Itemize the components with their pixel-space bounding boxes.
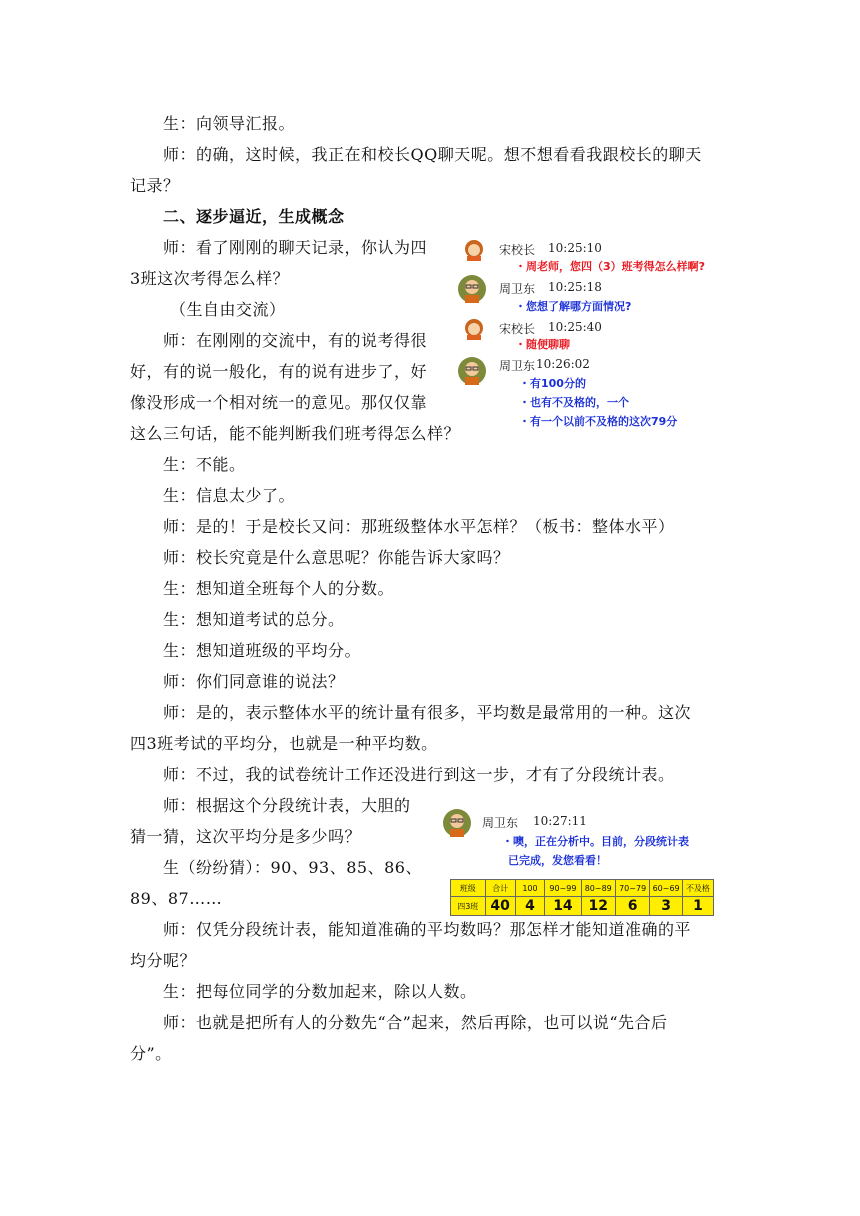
text-line: 分”。 [130, 1044, 172, 1063]
chat-message: ・也有不及格的，一个 [519, 396, 629, 409]
male-avatar-icon [457, 274, 487, 304]
table-cell: 四3班 [451, 897, 486, 916]
table-cell: 12 [581, 897, 615, 916]
chat-time: 10:26:02 [536, 357, 590, 371]
text-line: 师：校长究竟是什么意思呢？你能告诉大家吗？ [163, 548, 510, 567]
chat-time: 10:25:10 [548, 241, 602, 255]
table-header-cell: 不及格 [682, 880, 713, 897]
chat-sender: 周卫东 [499, 359, 536, 373]
section-heading: 二、逐步逼近，生成概念 [163, 207, 345, 226]
text-line: 师：根据这个分段统计表，大胆的 [163, 796, 411, 815]
text-line: 生：想知道班级的平均分。 [163, 641, 362, 660]
text-line: 师：不过，我的试卷统计工作还没进行到这一步，才有了分段统计表。 [163, 765, 675, 784]
chat-sender: 周卫东 [499, 282, 536, 296]
text-line: 生：向领导汇报。 [163, 114, 296, 133]
table-header-cell: 70~79 [615, 880, 649, 897]
text-line: 师：在刚刚的交流中，有的说考得很 [163, 331, 428, 350]
chat-time: 10:25:18 [548, 280, 602, 294]
text-line: （生自由交流） [170, 300, 286, 319]
chat-message: ・有100分的 [519, 377, 586, 390]
female-avatar-icon [463, 318, 485, 340]
text-line: 生：不能。 [163, 455, 246, 474]
chat-message: 已完成，发您看看！ [508, 854, 607, 867]
text-line: 生：想知道考试的总分。 [163, 610, 345, 629]
text-line: 均分呢？ [130, 951, 197, 970]
text-line: 生（纷纷猜）：90、93、85、86、 [163, 858, 422, 877]
text-line: 师：是的，表示整体水平的统计量有很多，平均数是最常用的一种。这次 [163, 703, 692, 722]
text-line: 生：想知道全班每个人的分数。 [163, 579, 395, 598]
text-line: 像没形成一个相对统一的意见。那仅仅靠 [130, 393, 428, 412]
text-line: 猜一猜，这次平均分是多少吗？ [130, 827, 362, 846]
text-line: 师：仅凭分段统计表，能知道准确的平均数吗？那怎样才能知道准确的平 [163, 920, 692, 939]
text-line: 四3班考试的平均分，也就是一种平均数。 [130, 734, 438, 753]
table-cell: 1 [682, 897, 713, 916]
table-cell: 3 [650, 897, 683, 916]
chat-message: ・周老师，您四（3）班考得怎么样啊? [515, 260, 706, 273]
table-header-cell: 100 [515, 880, 545, 897]
chat-message: ・有一个以前不及格的这次79分 [519, 415, 678, 428]
table-header-row [451, 880, 714, 897]
male-avatar-icon [457, 356, 487, 386]
table-header-cell: 合计 [485, 880, 515, 897]
text-line: 师：看了刚刚的聊天记录，你认为四 [163, 238, 428, 257]
text-line: 师：是的！于是校长又问：那班级整体水平怎样？（板书：整体水平） [163, 517, 675, 536]
table-cell: 4 [515, 897, 545, 916]
text-line: 师：你们同意谁的说法？ [163, 672, 345, 691]
text-line: 生：信息太少了。 [163, 486, 296, 505]
chat-time: 10:25:40 [548, 320, 602, 334]
chat-sender: 宋校长 [499, 243, 536, 257]
table-header-cell: 班级 [451, 880, 486, 897]
chat-time: 10:27:11 [533, 814, 587, 828]
table-header-cell: 60~69 [650, 880, 683, 897]
text-line: 89、87…… [130, 889, 223, 908]
chat-message: ・随便聊聊 [515, 338, 570, 351]
text-line: 这么三句话，能不能判断我们班考得怎么样？ [130, 424, 461, 443]
chat-log-score-table [440, 806, 730, 921]
chat-sender: 周卫东 [482, 816, 519, 830]
table-cell: 14 [545, 897, 581, 916]
chat-message: ・您想了解哪方面情况? [515, 300, 632, 313]
score-distribution-table [450, 879, 714, 916]
text-line: 记录？ [130, 176, 180, 195]
table-header-cell: 80~89 [581, 880, 615, 897]
text-line: 生：把每位同学的分数加起来，除以人数。 [163, 982, 477, 1001]
table-cell: 40 [485, 897, 515, 916]
table-header-cell: 90~99 [545, 880, 581, 897]
text-line: 师：也就是把所有人的分数先“合”起来，然后再除，也可以说“先合后 [163, 1013, 668, 1032]
table-row [451, 897, 714, 916]
text-line: 好，有的说一般化，有的说有进步了，好 [130, 362, 428, 381]
chat-sender: 宋校长 [499, 322, 536, 336]
table-cell: 6 [615, 897, 649, 916]
female-avatar-icon [463, 239, 485, 261]
chat-log-principal [455, 236, 735, 436]
text-line: 3班这次考得怎么样？ [130, 269, 290, 288]
chat-message: ・噢，正在分析中。目前，分段统计表 [502, 835, 689, 848]
text-line: 师：的确，这时候，我正在和校长QQ聊天呢。想不想看看我跟校长的聊天 [163, 145, 702, 164]
male-avatar-icon [442, 808, 472, 838]
